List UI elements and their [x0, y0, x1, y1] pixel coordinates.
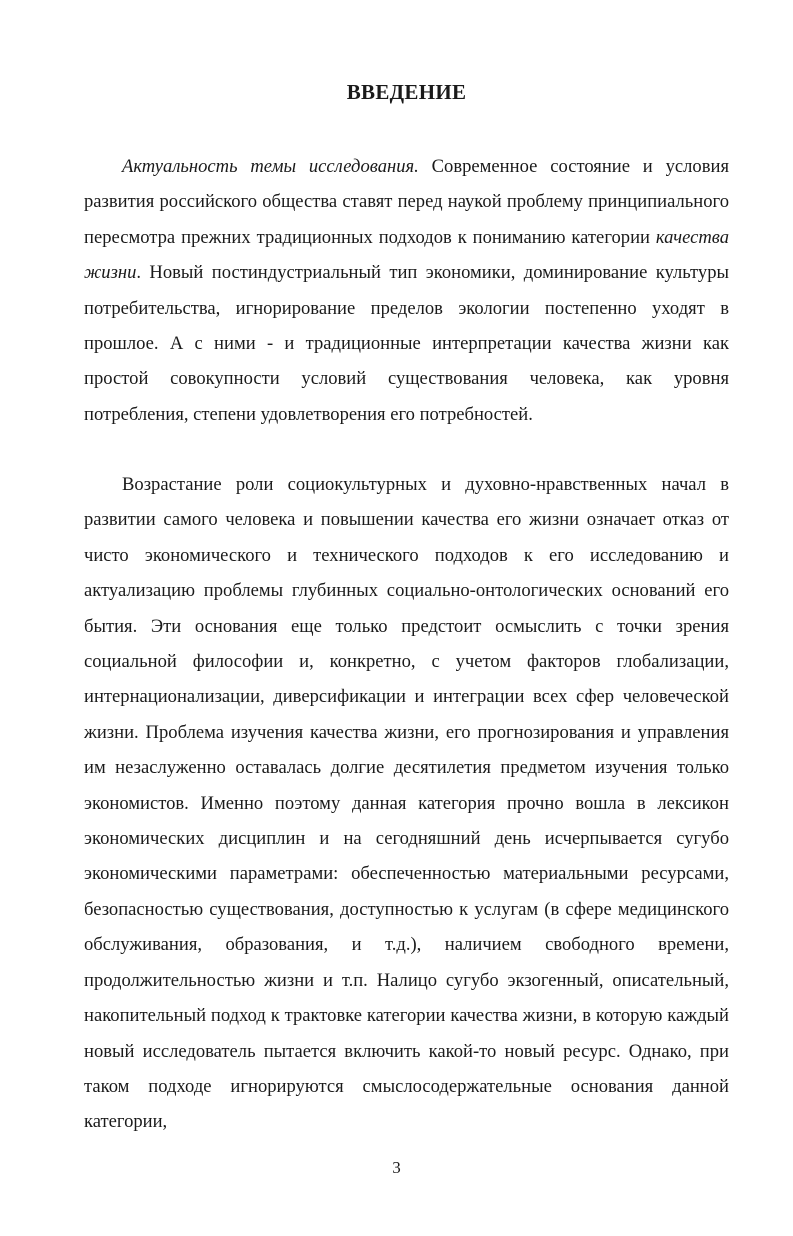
page-number: 3 [392, 1158, 401, 1177]
section-title: ВВЕДЕНИЕ [346, 80, 467, 104]
paragraph-sociocultural: Возрастание роли социокультурных и духовно-нравственных начал в развитии самого человека и повышении качества его жизни означает отказ от чисто экономического и технического подходов к его исследованию и актуализацию проблемы глубинных социально-онтологических оснований его бытия. Эти основания еще только предстоит осмыслить с точки зрения социальной философии и, конкретно, с учетом факторов глобализации, интернационализации, диверсификации и интеграции всех сфер человеческой жизни. Проблема изучения качества жизни, его прогнозирования и управления им незаслуженно оставалась долгие десятилетия предметом изучения только экономистов. Именно поэтому данная категория прочно вошла в лексикон экономических дисциплин и на сегодняшний день исчерпывается сугубо экономическими параметрами: обеспеченностью материальными ресурсами, безопасностью существования, доступностью к услугам (в сфере медицинского обслуживания, образования, и т.д.), наличием свободного времени, продолжительностью жизни и т.п. Налицо сугубо экзогенный, описательный, накопительный подход к трактовке категории качества жизни, в которую каждый новый исследователь пытается включить какой-то новый ресурс. Однако, при таком подходе игнорируются смыслосодержательные основания данной категории, [84, 474, 729, 1133]
relevance-text-b: . Новый постиндустриальный тип экономики, доминирование культуры потребительства, игнорирование пределов экологии постепенно уходят в прошлое. А с ними - и традиционные интерпретации качества жизни как простой совокупности условий существования человека, как уровня потребления, степени удовлетворения его потребностей. [84, 262, 729, 425]
paragraph-relevance [84, 149, 729, 432]
relevance-lead: Актуальность темы исследования. [122, 156, 419, 177]
relevance-text-a: Современное состояние и условия развития российского общества ставят перед наукой проблему принципиального пересмотра прежних традиционных подходов к пониманию категории [84, 156, 729, 248]
quality-of-life-term: качества жизни [84, 226, 729, 284]
